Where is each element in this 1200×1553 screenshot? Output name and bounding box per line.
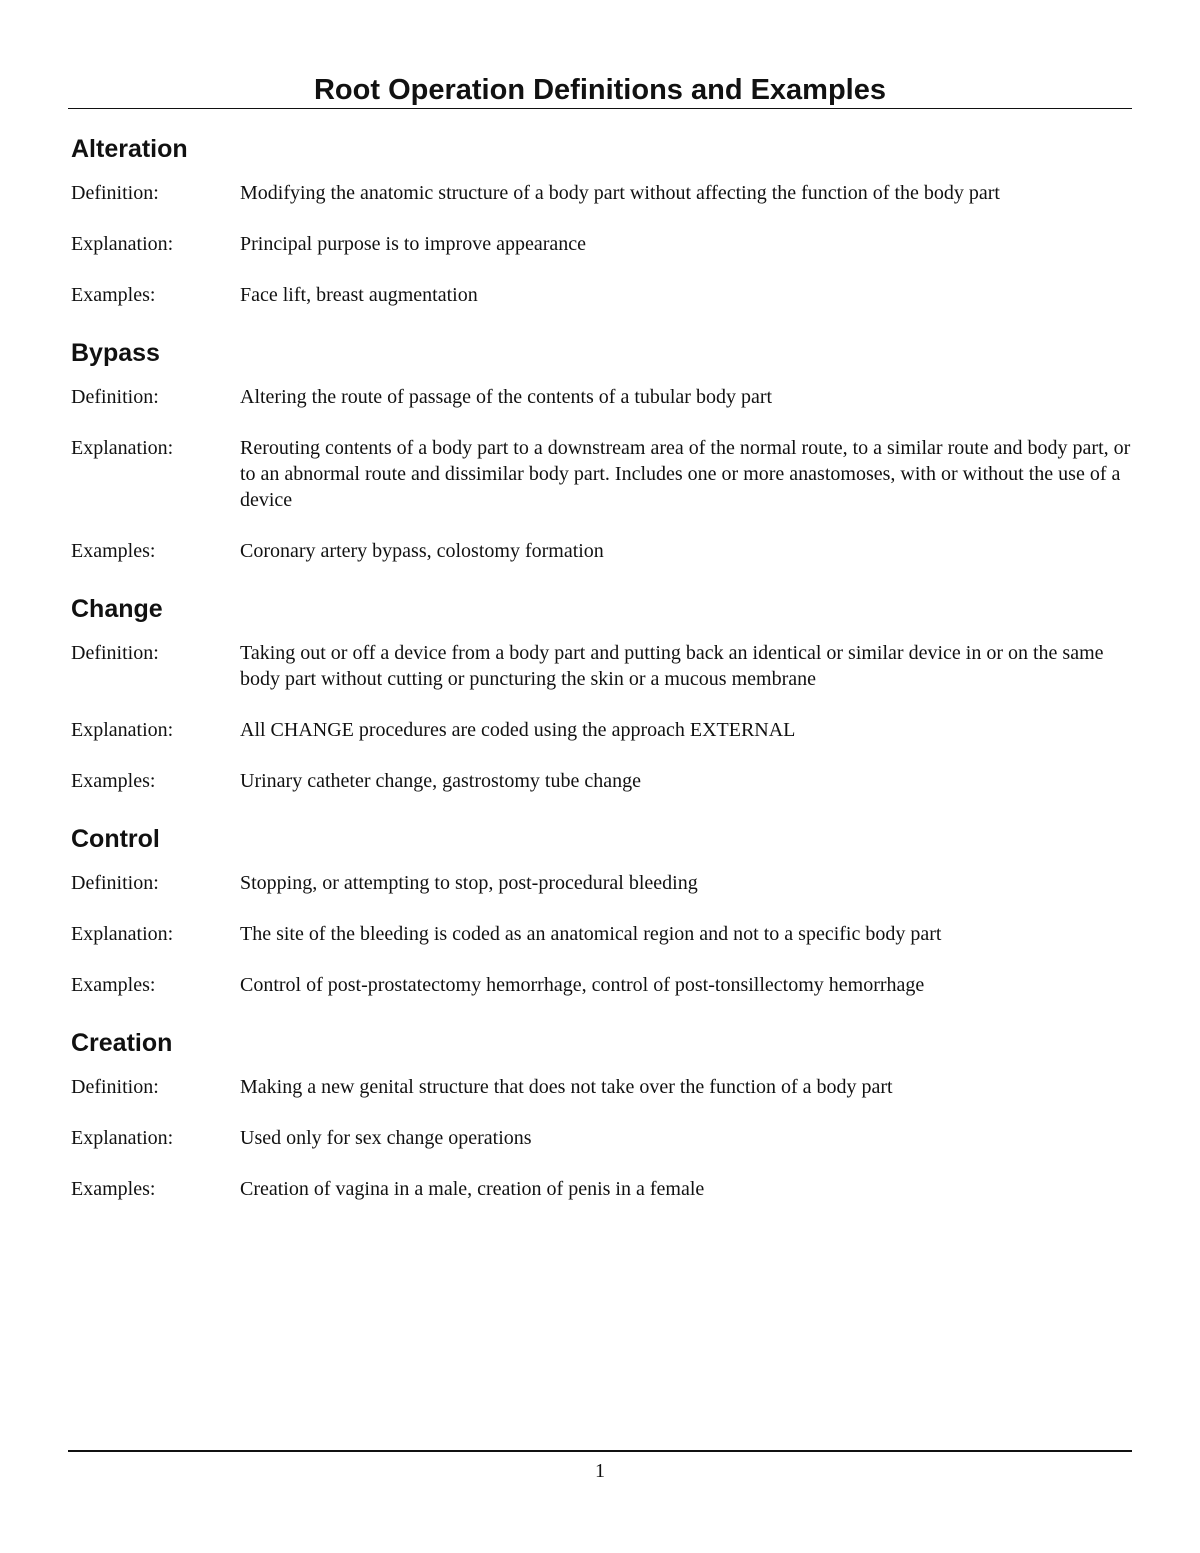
definition-row [71,384,1131,410]
section-creation [71,1024,1131,1202]
entry-label: Examples: [71,770,156,792]
examples-row [71,538,1131,564]
entry-text: Urinary catheter change, gastrostomy tube change [240,770,641,792]
entry-text: Rerouting contents of a body part to a downstream area of the normal route, to a similar route and body part, or to an abnormal route and dissimilar body part. Includes one or more anastomoses, with or without the use of a device [240,437,1131,511]
entry-label: Explanation: [71,923,174,945]
entry-text: Making a new genital structure that does not take over the function of a body part [240,1076,893,1098]
entry-label: Definition: [71,1076,159,1098]
entry-text: All CHANGE procedures are coded using the approach EXTERNAL [240,719,796,741]
entry-text: Creation of vagina in a male, creation of penis in a female [240,1178,705,1200]
footer-divider [68,1450,1132,1452]
entry-label: Examples: [71,974,156,996]
entry-text: Taking out or off a device from a body part and putting back an identical or similar device in or on the same body part without cutting or puncturing the skin or a mucous membrane [240,642,1104,690]
definition-row [71,1074,1131,1100]
examples-row [71,282,1131,308]
entry-text: Face lift, breast augmentation [240,284,478,306]
entry-text: Coronary artery bypass, colostomy formation [240,540,604,562]
explanation-row [71,717,1131,743]
definitions-list [71,130,1131,1228]
entry-text: The site of the bleeding is coded as an anatomical region and not to a specific body part [240,923,942,945]
title-divider [68,108,1132,109]
section-heading: Alteration [71,135,188,163]
examples-row [71,1176,1131,1202]
definition-row [71,640,1131,692]
section-change [71,590,1131,794]
section-bypass [71,334,1131,564]
section-alteration [71,130,1131,308]
section-control [71,820,1131,998]
entry-label: Explanation: [71,719,174,741]
explanation-row [71,435,1131,513]
section-heading: Bypass [71,339,160,367]
entry-label: Definition: [71,386,159,408]
definition-row [71,180,1131,206]
entry-label: Definition: [71,182,159,204]
page-number: 1 [595,1460,605,1482]
entry-text: Stopping, or attempting to stop, post-procedural bleeding [240,872,698,894]
explanation-row [71,1125,1131,1151]
entry-text: Used only for sex change operations [240,1127,532,1149]
entry-label: Examples: [71,1178,156,1200]
section-heading: Creation [71,1029,173,1057]
entry-text: Altering the route of passage of the contents of a tubular body part [240,386,773,408]
section-heading: Control [71,825,160,853]
page-title: Root Operation Definitions and Examples [313,74,886,106]
examples-row [71,972,1131,998]
entry-label: Explanation: [71,233,174,255]
entry-label: Definition: [71,642,159,664]
entry-text: Control of post-prostatectomy hemorrhage, control of post-tonsillectomy hemorrhage [240,974,925,996]
entry-label: Examples: [71,284,156,306]
explanation-row [71,231,1131,257]
examples-row [71,768,1131,794]
section-heading: Change [71,595,163,623]
entry-label: Explanation: [71,437,174,459]
entry-label: Explanation: [71,1127,174,1149]
entry-text: Principal purpose is to improve appearance [240,233,586,255]
explanation-row [71,921,1131,947]
entry-text: Modifying the anatomic structure of a body part without affecting the function of the body part [240,182,1000,204]
entry-label: Definition: [71,872,159,894]
entry-label: Examples: [71,540,156,562]
definition-row [71,870,1131,896]
